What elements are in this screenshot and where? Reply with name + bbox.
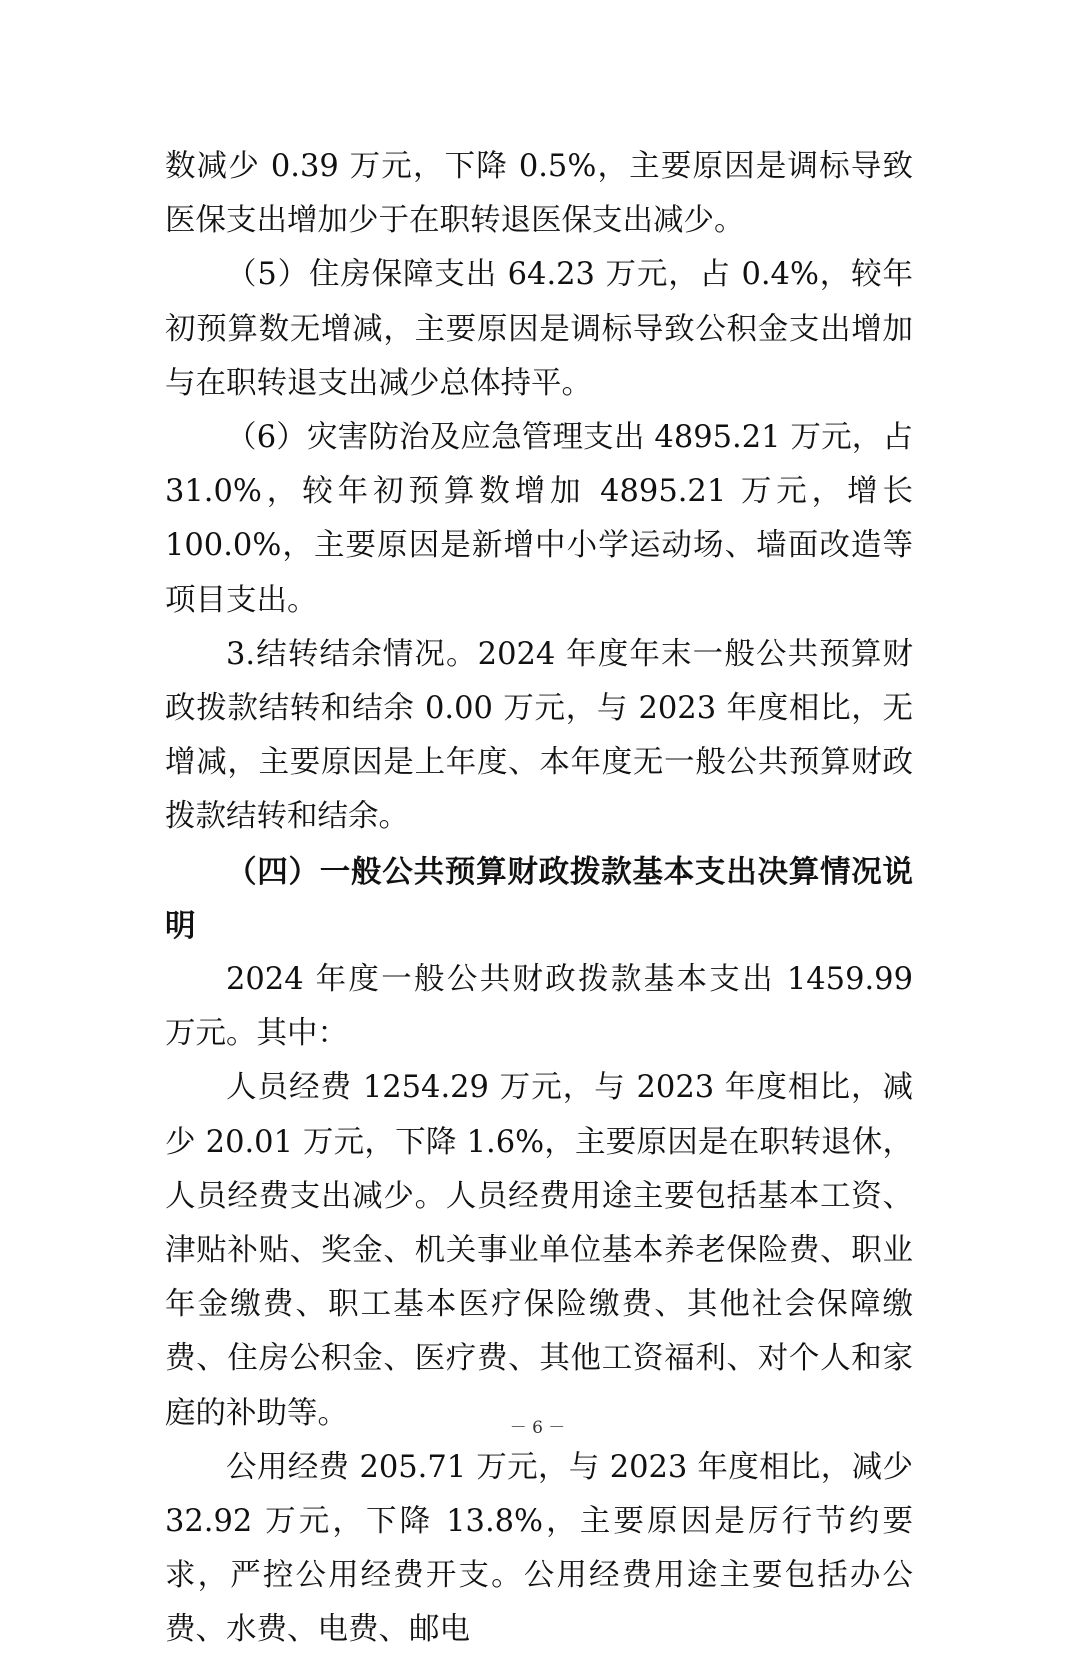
paragraph-personnel-expenses: 人员经费 1254.29 万元，与 2023 年度相比，减少 20.01 万元，下降 1.6%，主要原因是在职转退休，人员经费支出减少。人员经费用途主要包括基本工资、津贴补贴、奖金、机关事业单位基本养老保险费、职业年金缴费、职工基本医疗保险缴费、其他社会保障缴费、住房公积金、医疗费、其他工资福利、对个人和家庭的补助等。 — [165, 1070, 913, 1431]
paragraph-disaster-prevention: （6）灾害防治及应急管理支出 4895.21 万元，占 31.0%，较年初预算数增加 4895.21 万元，增长 100.0%，主要原因是新增中小学运动场、墙面改造等项目支出。 — [165, 420, 913, 618]
section-heading-basic-expenditure: （四）一般公共预算财政拨款基本支出决算情况说明 — [165, 853, 913, 944]
paragraph-housing-support: （5）住房保障支出 64.23 万元，占 0.4%，较年初预算数无增减，主要原因是调标导致公积金支出增加与在职转退支出减少总体持平。 — [165, 257, 913, 401]
paragraph-basic-expenditure-total: 2024 年度一般公共财政拨款基本支出 1459.99 万元。其中： — [165, 962, 913, 1052]
paragraph-medical-insurance-continuation: 数减少 0.39 万元，下降 0.5%，主要原因是调标导致医保支出增加少于在职转退医保支出减少。 — [165, 149, 913, 239]
page-number: － 6 － — [509, 1418, 566, 1438]
paragraph-public-expenses: 公用经费 205.71 万元，与 2023 年度相比，减少 32.92 万元，下降 13.8%，主要原因是厉行节约要求，严控公用经费开支。公用经费用途主要包括办公费、水费、电费、邮电 — [165, 1449, 913, 1648]
paragraph-carryover-balance: 3.结转结余情况。2024 年度年末一般公共预算财政拨款结转和结余 0.00 万元，与 2023 年度相比，无增减，主要原因是上年度、本年度无一般公共预算财政拨款结转和结余。 — [165, 636, 913, 835]
